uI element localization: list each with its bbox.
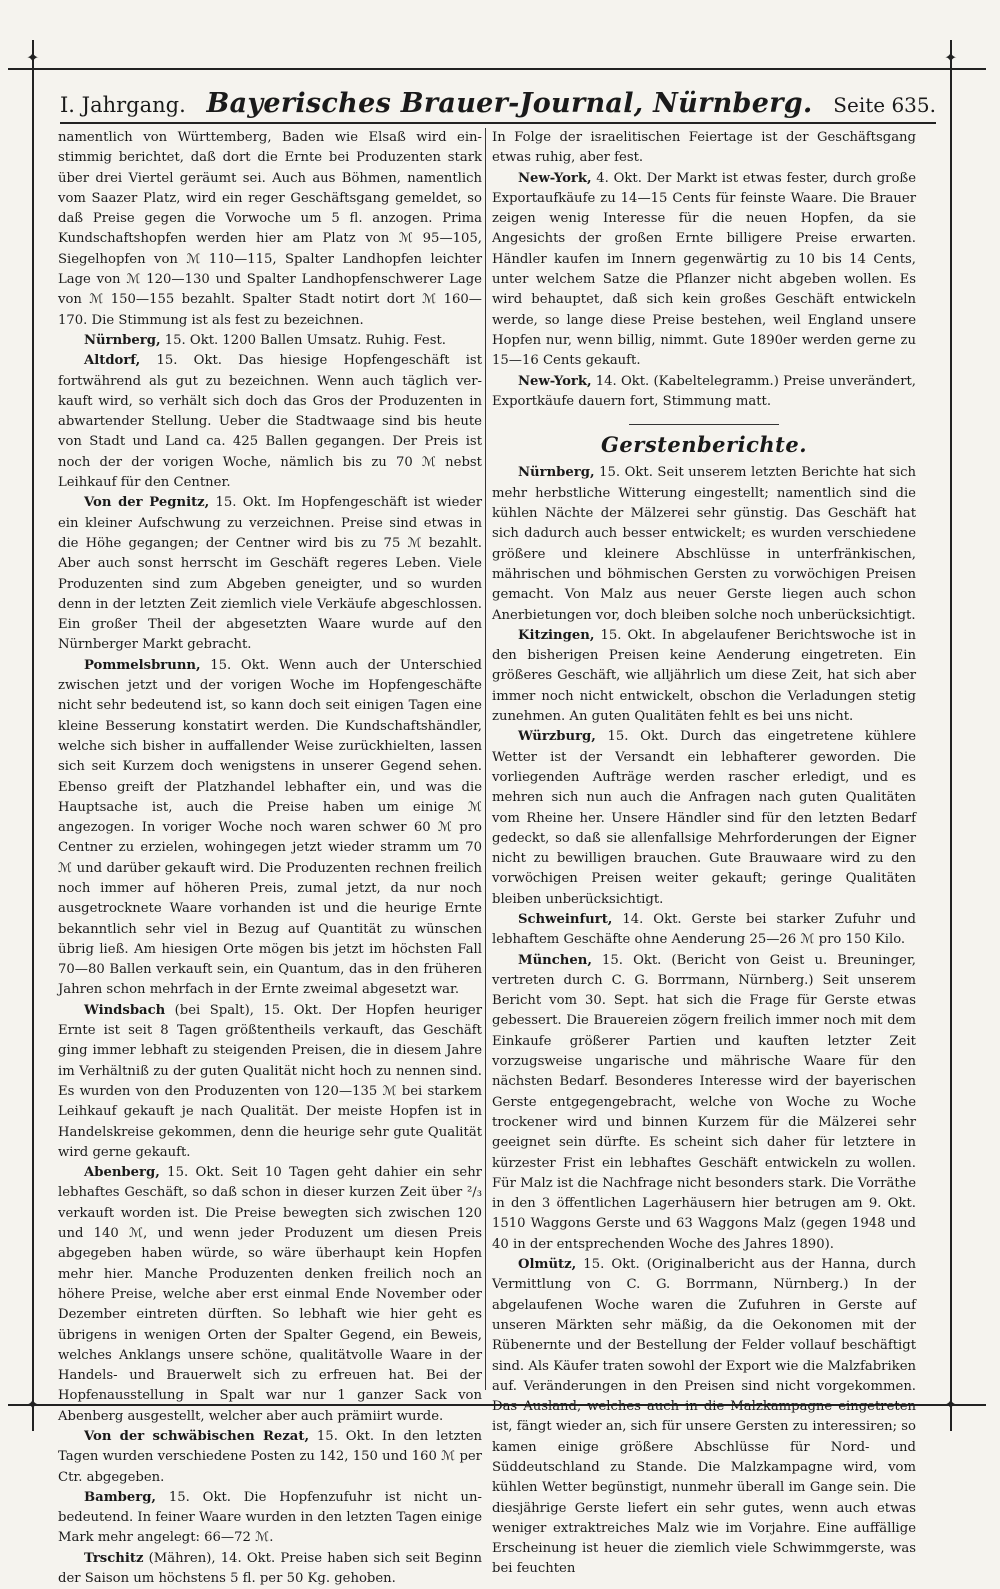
report-paragraph [58,331,482,351]
column-divider [485,128,486,1390]
corner-ornament-icon: ✦ [26,48,40,67]
report-paragraph [58,351,482,493]
report-dateline: Pommelsbrunn, [84,657,201,673]
report-dateline: Von der Pegnitz, [84,495,210,511]
report-dateline: Olmütz, [518,1257,577,1273]
report-paragraph [58,128,482,331]
report-paragraph [492,626,916,727]
report-text: 15. Okt. Wenn auch der Unterschied zwischen jetzt und der vorigen Woche im Hopfengeschäfte nicht sehr bedeutend ist, so kann doch seit einigen Tagen eine kleine Besserung konstatirt werden. Die Kundschaftshändler, welche sich bisher in auffallender Weise zurückhielten, lassen sich seit Kurzem doch wenigstens in unserer Gegend sehen. Ebenso greift der Platzhandel lebhafter ein, und was die Hauptsache ist, auch die Preise haben um einige ℳ angezogen. In voriger Woche noch waren schwer 60 ℳ pro Centner zu erzielen, wohingegen jetzt wieder stramm um 70 ℳ und darüber gekauft wird. Die Produzenten rechnen freilich noch immer auf höheren Preis, zumal jetzt, da nur noch ausgetrocknete Waare vorhanden ist und die heurige Ernte bekanntlich sehr viel in Bezug auf Quantität zu wünschen übrig ließ. Am hiesigen Orte mögen bis jetzt im höchsten Fall 70—80 Ballen verkauft sein, ein Quantum, das in den früheren Jahren schon mehrfach in der Ernte zweimal abgesetzt war. [58,657,482,998]
report-paragraph [492,1255,916,1580]
report-paragraph [58,493,482,655]
report-dateline: Von der schwäbischen Rezat, [84,1429,310,1444]
journal-title: Bayerisches Brauer-Journal, Nürnberg. [206,88,813,119]
report-dateline: Schweinfurt, [518,911,613,927]
page-frame-left [32,40,34,1431]
report-text: (Mähren), 14. Okt. Preise haben sich seit Beginn der Saison um höchstens 5 fl. per 50 Kg. gehoben. [58,1550,482,1587]
report-dateline: Trschitz [84,1550,144,1566]
report-dateline: Windsbach [84,1002,166,1018]
report-dateline: Abenberg, [84,1165,160,1181]
page-frame-top [8,68,986,70]
report-dateline: Bamberg, [84,1489,157,1505]
report-text: 15. Okt. In den letzten Tagen wurden verschiedene Posten zu 142, 150 und 160 ℳ per Ctr. abgegeben. [58,1429,482,1485]
report-text: 15. Okt. (Originalbericht aus der Hanna, durch Vermittlung von C. G. Borrmann, Nürnberg.) In der abgelaufenen Woche waren die Zufuhren in Gerste auf unseren Märkten sehr mäßig, da die Oekonomen mit der Rübenernte und der Bestellung der Felder vollauf beschäftigt sind. Als Käufer traten sowohl der Export wie die Malzfabriken auf. Veränderungen in den Preisen sind nicht vorgekommen. Das Ausland, welches auch in die Malzkampagne eingetreten ist, fängt wieder an, sich für unsere Gersten zu interessiren; so kamen einige größere Abschlüsse für Nord- und Süddeutschland zu Stande. Die Malzkampagne wird, vom kühlen Wetter begünstigt, nunmehr überall im Gange sein. Die diesjährige Gerste liefert ein sehr gutes, wenn auch etwas weniger extraktreiches Malz wie im Vorjahre. Eine auffällige Erscheinung ist heuer die ziemlich viele Schwimmgerste, was bei feuchten [492,1257,916,1577]
page-header [60,88,936,124]
hop-reports-continued [492,128,916,412]
volume-label: I. Jahrgang. [60,93,186,117]
right-column [492,128,916,1580]
corner-ornament-icon: ✦ [26,1395,40,1414]
report-paragraph [492,727,916,910]
report-text: In Folge der israelitischen Feiertage ist der Geschäftsgang etwas ruhig, aber fest. [492,130,916,166]
report-paragraph [492,910,916,951]
report-text: 14. Okt. (Kabeltelegramm.) Preise unverändert, Exportkäufe dauern fort, Stimmung matt. [492,373,916,409]
report-dateline: New-York, [518,373,592,389]
report-text: 15. Okt. Die Hopfenzufuhr ist nicht unbedeutend. In feiner Waare wurden in den letzten Tagen einige Mark mehr angelegt: 66—72 ℳ. [58,1489,482,1546]
corner-ornament-icon: ✦ [944,1395,958,1414]
report-dateline: Würzburg, [518,729,596,745]
report-dateline: München, [518,952,592,968]
barley-reports [492,463,916,1579]
left-column [58,128,482,1589]
page-frame-right [950,40,952,1431]
report-paragraph [492,372,916,413]
report-text: 15. Okt. In abgelaufener Berichtswoche ist in den bisherigen Preisen keine Aenderung eingetreten. Ein größeres Geschäft, wie alljährlich um diese Zeit, hat sich aber immer noch nicht entwickelt, obschon die Verladungen stetig zunehmen. An guten Qualitäten fehlt es bei uns nicht. [492,627,916,725]
report-text: 15. Okt. (Bericht von Geist u. Breuninger, vertreten durch C. G. Borrmann, Nürnberg.) Seit unserem Bericht vom 30. Sept. hat sich die Frage für Gerste etwas gebessert. Die Brauereien zögern freilich immer noch mit dem Einkaufe größerer Partien und kauften letzter Zeit vorzugsweise ungarische und mährische Waare für den nächsten Bedarf. Besonderes Interesse wird der bayerischen Gerste entgegengebracht, welche von Woche zu Woche trockener wird und binnen Kurzem für die Mälzerei sehr geeignet sein dürfte. Es scheint sich daher für letztere in kürzester Frist ein lebhaftes Geschäft entwickeln zu wollen. Für Malz ist die Nachfrage nicht besonders stark. Die Vorräthe in den 3 öffentlichen Lagerhäusern hier betrugen am 9. Okt. 1510 Waggons Gerste und 63 Waggons Malz (gegen 1948 und 40 in der entsprechenden Woche des Jahres 1890). [492,952,916,1252]
report-paragraph [492,951,916,1255]
page-number: Seite 635. [833,93,936,117]
report-paragraph [58,1163,482,1427]
report-dateline: Altdorf, [84,353,141,369]
report-paragraph [492,128,916,169]
report-text: 14. Okt. Gerste bei starker Zufuhr und lebhaftem Geschäfte ohne Aenderung 25—26 ℳ pro 150 Kilo. [492,911,916,948]
report-text: 15. Okt. Seit 10 Tagen geht dahier ein sehr lebhaftes Geschäft, so daß schon in dieser kurzen Zeit über ²/₃ verkauft worden ist. Die Preise bewegten sich zwischen 120 und 140 ℳ, und wenn jeder Produzent um diesen Preis abgegeben haben würde, so wäre überhaupt kein Hopfen mehr hier. Manche Produzenten denken freilich noch an höhere Preise, welche aber erst einmal Ende November oder Dezember eintreten dürften. So lebhaft wie hier geht es übrigens in wenigen Orten der Spalter Gegend, ein Beweis, welches Anklangs unsere schöne, qualitätvolle Waare in der Handels- und Brauerwelt sich zu erfreuen hat. Bei der Hopfenausstellung in Spalt war nur 1 ganzer Sack von Abenberg ausgestellt, welcher aber auch prämiirt wurde. [58,1165,482,1424]
report-paragraph [58,1549,482,1589]
report-text: namentlich von Württemberg, Baden wie Elsaß wird einstimmig berichtet, daß dort die Ernte bei Produzenten stark über drei Viertel geräumt sei. Auch aus Böhmen, namentlich vom Saazer Platz, wird ein reger Geschäftsgang gemeldet, so daß Preise gegen die Vorwoche um 5 fl. anzogen. Prima Kundschaftshopfen werden hier am Platz von ℳ 95—105, Siegelhopfen von ℳ 110—115, Spalter Landhopfen leichter Lage von ℳ 120—130 und Spalter Landhopfenschwerer Lage von ℳ 150—155 bezahlt. Spalter Stadt notirt dort ℳ 160—170. Die Stimmung ist als fest zu bezeichnen. [58,130,482,328]
report-text: 15. Okt. 1200 Ballen Umsatz. Ruhig. Fest. [160,332,446,348]
section-separator [629,424,779,425]
report-text: 15. Okt. Das hiesige Hopfengeschäft ist fortwährend als gut zu bezeichnen. Wenn auch täglich verkauft wird, so verhält sich doch das Gros der Produzenten in abwartender Stellung. Ueber die Stadtwaage sind bis heute von Stadt und Land ca. 425 Ballen gegangen. Der Preis ist noch der der vorigen Woche, nämlich bis zu 70 ℳ nebst Leihkauf für den Centner. [58,353,482,491]
report-dateline: Kitzingen, [518,627,595,643]
corner-ornament-icon: ✦ [944,48,958,67]
report-dateline: New-York, [518,170,592,186]
report-text: 15. Okt. Seit unserem letzten Berichte hat sich mehr herbstliche Witterung eingestellt; namentlich sind die kühlen Nächte der Mälzerei sehr günstig. Das Geschäft hat sich dadurch auch besser entwickelt; es wurden verschiedene größere und kleinere Abschlüsse in unterfränkischen, mährischen und böhmischen Gersten zu vorwöchigen Preisen gemacht. Von Malz aus neuer Gerste liegen auch schon Anerbietungen vor, doch bleiben solche noch unberücksichtigt. [492,465,916,623]
report-text: (bei Spalt), 15. Okt. Der Hopfen heuriger Ernte ist seit 8 Tagen größtentheils verkauft, das Geschäft ging immer lebhaft zu steigenden Preisen, die in diesem Jahre im Verhältniß zu der guten Qualität nicht hoch zu nennen sind. Es wurden von den Produzenten von 120—135 ℳ bei starkem Leihkauf gekauft je nach Qualität. Der meiste Hopfen ist in Handelskreise gekommen, denn die heurige sehr gute Qualität wird gerne gekauft. [58,1002,482,1160]
report-dateline: Nürnberg, [84,332,161,348]
report-text: 15. Okt. Durch das eingetretene kühlere Wetter ist der Versandt ein lebhafterer geworden. Die vorliegenden Aufträge werden rascher erledigt, und es mehren sich nun auch die Anfragen nach guten Qualitäten vom Rheine her. Unsere Händler sind für den letzten Bedarf gedeckt, so daß sie allenfallsige Mehrforderungen der Eigner nicht zu bewilligen brauchen. Gute Brauwaare wird zu den vorwöchigen Preisen weiter gekauft; geringe Qualitäten bleiben unberücksichtigt. [492,729,916,907]
report-paragraph [58,1488,482,1549]
report-text: 15. Okt. Im Hopfengeschäft ist wieder ein kleiner Aufschwung zu verzeichnen. Preise sind etwas in die Höhe gegangen; der Centner wird bis zu 75 ℳ bezahlt. Aber auch sonst herrscht im Geschäft regeres Leben. Viele Produzenten sind zum Abgeben geneigter, und so wurden denn in der letzten Zeit ziemlich viele Verkäufe abgeschlossen. Ein großer Theil der abgesetzten Waare wurde auf den Nürnberger Markt gebracht. [58,495,482,653]
report-paragraph [492,463,916,625]
report-paragraph [58,1001,482,1163]
report-paragraph [58,656,482,1001]
report-paragraph [58,1427,482,1488]
report-text: 4. Okt. Der Markt ist etwas fester, durch große Exportaufkäufe zu 14—15 Cents für feinste Waare. Die Brauer zeigen wenig Interesse für die neuen Hopfen, da sie Angesichts der großen Ernte billigere Preise erwarten. Händler kaufen im Innern gegenwärtig zu 10 bis 14 Cents, unter welchem Satze die Pflanzer nicht abgeben wollen. Es wird behauptet, daß sich kein großes Geschäft entwickeln werde, so lange diese Preise bestehen, weil England unsere Hopfen nur, wenn billig, nimmt. Gute 1890er werden gerne zu 15—16 Cents gekauft. [492,170,916,369]
report-paragraph [492,169,916,372]
section-heading: Gerstenberichte. [600,432,808,458]
report-dateline: Nürnberg, [518,465,595,481]
